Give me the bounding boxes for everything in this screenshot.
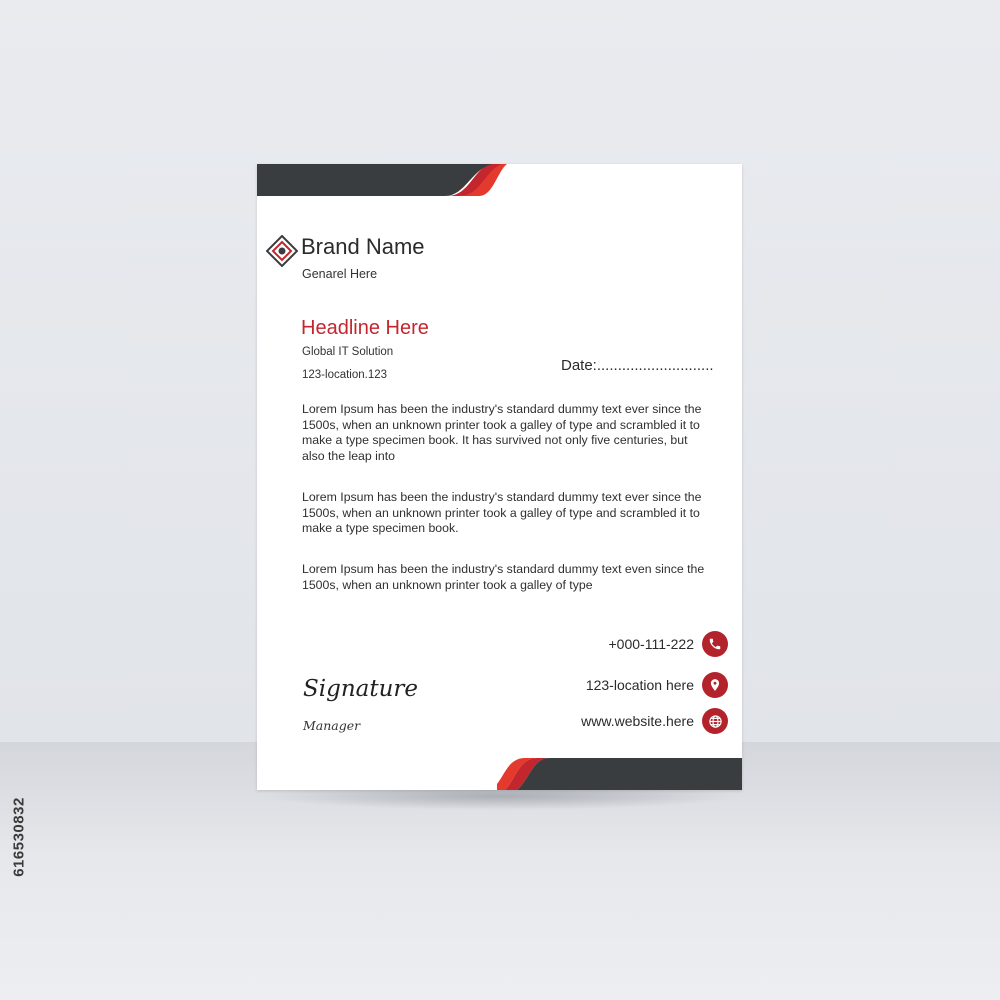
location-text: 123-location here xyxy=(585,677,694,693)
body-paragraph: Lorem Ipsum has been the industry's standard dummy text ever since the 1500s, when an unknown printer took a galley of type and scrambled it to make a type specimen book. xyxy=(302,490,702,535)
phone-text: +000-111-222 xyxy=(608,636,694,652)
stock-id xyxy=(6,762,32,912)
stock-id-text: 616530832 xyxy=(10,797,28,877)
bottom-band xyxy=(497,758,742,790)
letterhead-page xyxy=(257,164,742,790)
brand-tagline: Genarel Here xyxy=(302,267,378,281)
brand-name: Brand Name xyxy=(301,234,425,259)
location-pin-icon xyxy=(702,672,728,698)
company-location: 123-location.123 xyxy=(302,369,388,381)
top-band xyxy=(257,164,507,196)
globe-icon xyxy=(702,708,728,734)
headline: Headline Here xyxy=(301,317,429,339)
contact-website xyxy=(581,708,728,734)
company-name: Global IT Solution xyxy=(302,346,394,358)
brand-logo-icon xyxy=(266,235,298,267)
phone-icon xyxy=(702,631,728,657)
body-paragraph: Lorem Ipsum has been the industry's standard dummy text ever since the 1500s, when an unknown printer took a galley of type and scrambled it to make a type specimen book. It has survived not only five centuries, but also the leap into xyxy=(302,402,702,463)
signature: Signature xyxy=(303,676,419,702)
contact-location xyxy=(586,672,728,698)
date-field: Date:............................ xyxy=(561,357,714,374)
body-paragraph: Lorem Ipsum has been the industry's standard dummy text even since the 1500s, when an unknown printer took a galley of type xyxy=(302,562,705,592)
website-text: www.website.here xyxy=(581,713,694,729)
signer-role: Manager xyxy=(303,718,361,733)
contact-phone xyxy=(609,631,729,657)
